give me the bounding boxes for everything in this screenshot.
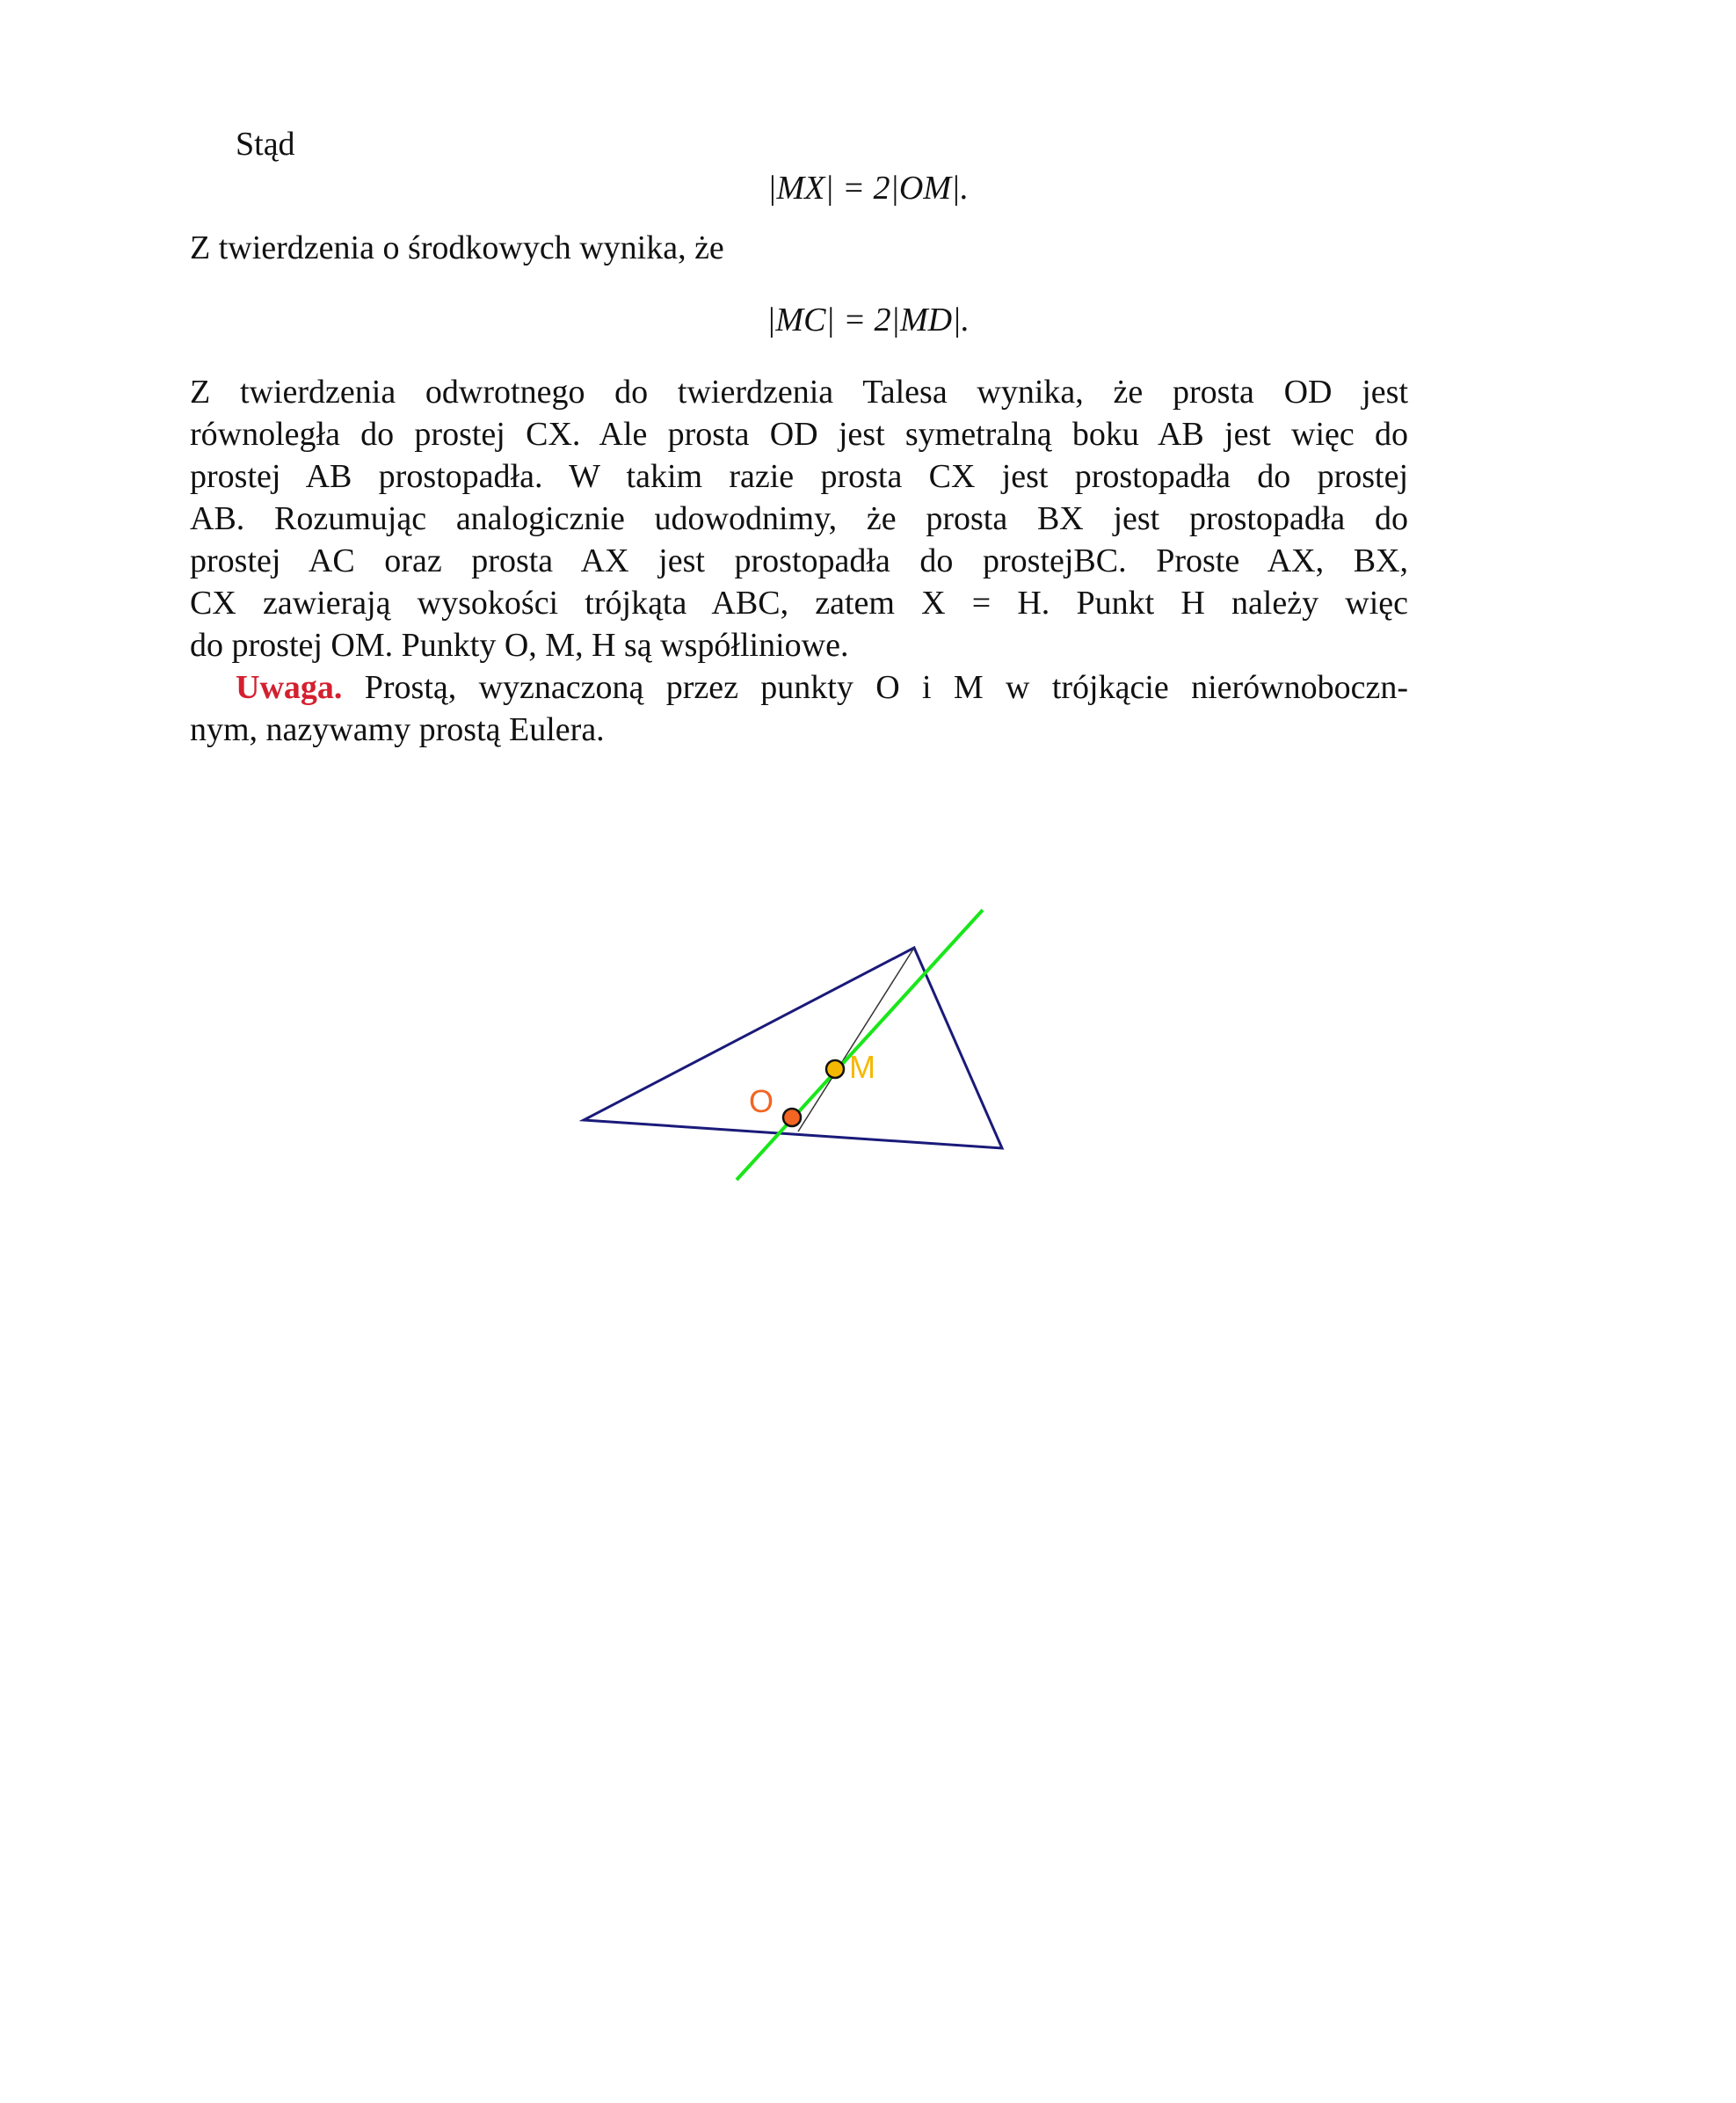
equation-mx-text: |MX| = 2|OM|. — [767, 170, 969, 207]
paragraph-srodkowe: Z twierdzenia o środkowych wynika, że — [190, 229, 724, 266]
uwaga-text-2: nym, nazywamy prostą Eulera. — [190, 711, 605, 748]
paragraph-stad: Stąd — [236, 126, 295, 163]
line-3: prostej AB prostopadła. W takim razie prosta CX jest prostopadła do prostej — [190, 458, 1408, 495]
line-6: CX zawierają wysokości trójkąta ABC, zatem X = H. Punkt H należy więc — [190, 585, 1408, 622]
point-m-label: M — [849, 1049, 875, 1085]
point-m — [826, 1060, 844, 1078]
point-o-label: O — [749, 1083, 774, 1119]
equation-mc-text: |MC| = 2|MD|. — [766, 302, 970, 338]
line-1: Z twierdzenia odwrotnego do twierdzenia Talesa wynika, że prosta OD jest — [190, 374, 1408, 411]
point-o — [783, 1109, 801, 1126]
auxiliary-segment — [798, 948, 914, 1132]
line-5: prostej AC oraz prosta AX jest prostopadła do prostejBC. Proste AX, BX, — [190, 542, 1408, 579]
uwaga-text-1: Prostą, wyznaczoną przez punkty O i M w trójkącie nierównoboczn- — [364, 669, 1409, 706]
line-4: AB. Rozumując analogicznie udowodnimy, że prosta BX jest prostopadła do — [190, 500, 1408, 537]
uwaga-label: Uwaga. — [236, 669, 343, 706]
line-2: równoległa do prostej CX. Ale prosta OD jest symetralną boku AB jest więc do — [190, 416, 1408, 453]
line-7: do prostej OM. Punkty O, M, H są współliniowe. — [190, 627, 849, 664]
